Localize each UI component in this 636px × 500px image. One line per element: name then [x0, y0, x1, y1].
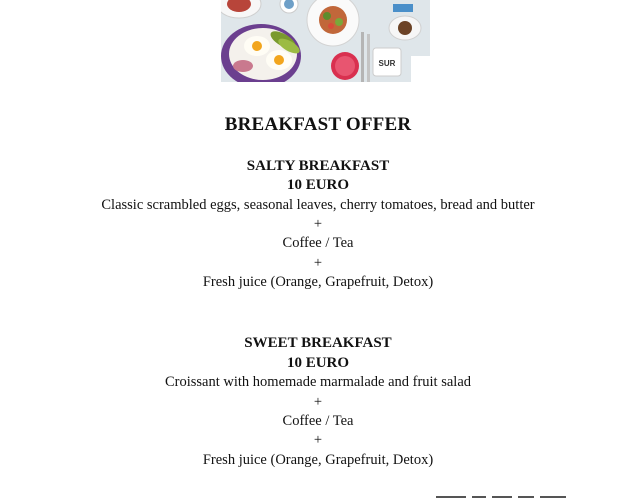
cropped-footer-graphic	[436, 493, 566, 500]
section-title: SWEET BREAKFAST	[244, 335, 392, 351]
menu-line-drink: Coffee / Tea	[282, 235, 354, 251]
breakfast-photo-drawing	[221, 0, 430, 82]
section-title: SALTY BREAKFAST	[246, 158, 390, 174]
menu-line-plus: +	[313, 255, 323, 271]
menu-line-main: Croissant with homemade marmalade and fruit salad	[164, 374, 472, 390]
menu-line-juice: Fresh juice (Orange, Grapefruit, Detox)	[202, 452, 434, 468]
menu-line-juice: Fresh juice (Orange, Grapefruit, Detox)	[202, 274, 434, 290]
menu-line-plus: +	[313, 394, 323, 410]
section-price: 10 EURO	[286, 355, 350, 371]
menu-line-plus: +	[313, 216, 323, 232]
section-price: 10 EURO	[286, 177, 350, 193]
breakfast-photo	[221, 0, 430, 82]
menu-line-drink: Coffee / Tea	[282, 413, 354, 429]
menu-line-main: Classic scrambled eggs, seasonal leaves, cherry tomatoes, bread and butter	[101, 197, 535, 213]
menu-line-plus: +	[313, 432, 323, 448]
mug-logo: SUR	[378, 59, 396, 68]
menu-heading: BREAKFAST OFFER	[224, 114, 412, 135]
